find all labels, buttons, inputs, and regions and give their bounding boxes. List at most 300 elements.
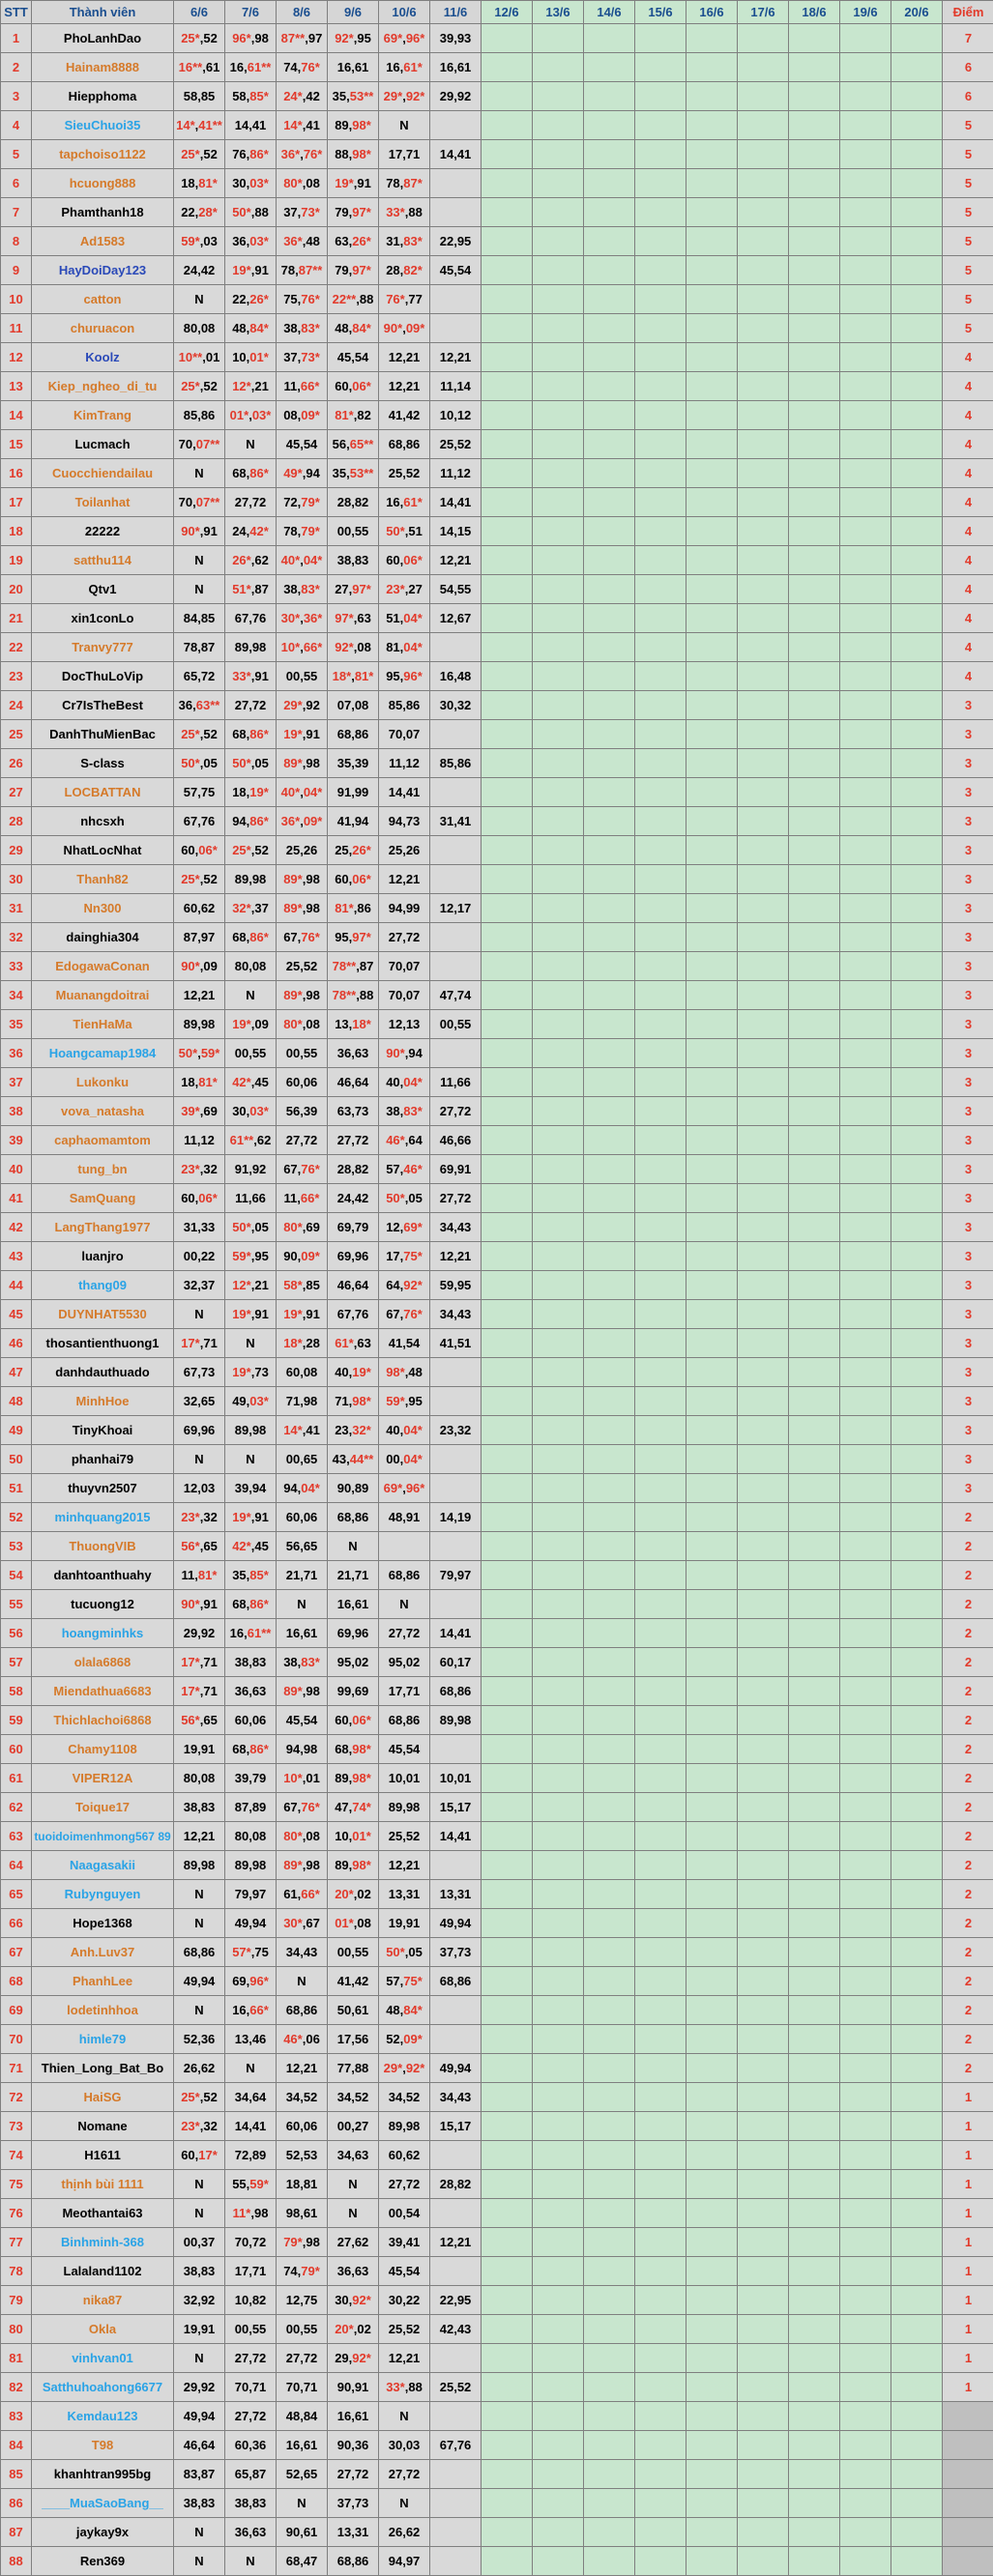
empty-day-cell	[840, 1996, 891, 2025]
empty-day-cell	[635, 2402, 686, 2431]
empty-day-cell	[738, 1648, 789, 1677]
empty-day-cell	[840, 1416, 891, 1445]
empty-day-cell	[533, 1967, 584, 1996]
highlighted-number: 36*	[283, 234, 303, 248]
highlighted-number: 23*	[386, 582, 405, 596]
day-cell: 17,75*	[379, 1242, 430, 1271]
points-cell: 1	[943, 2170, 993, 2199]
empty-day-cell	[840, 401, 891, 430]
day-cell: 12,21	[379, 372, 430, 401]
empty-day-cell	[891, 952, 943, 981]
empty-day-cell	[840, 2489, 891, 2518]
highlighted-number: 04*	[403, 640, 423, 654]
empty-day-cell	[840, 2547, 891, 2576]
empty-day-cell	[584, 2344, 635, 2373]
empty-day-cell	[482, 1532, 533, 1561]
points-cell: 2	[943, 1764, 993, 1793]
empty-day-cell	[533, 807, 584, 836]
day-cell: 49,03*	[225, 1387, 277, 1416]
member-name: Cr7IsTheBest	[32, 691, 174, 720]
empty-day-cell	[635, 1503, 686, 1532]
empty-day-cell	[789, 2257, 840, 2286]
day-cell: 70,07**	[174, 430, 225, 459]
empty-day-cell	[840, 1648, 891, 1677]
day-cell: 69,96	[174, 1416, 225, 1445]
day-cell: 14,41	[430, 488, 482, 517]
table-row	[1, 1822, 993, 1851]
points-cell: 3	[943, 1126, 993, 1155]
table-row	[1, 1271, 993, 1300]
day-cell: N	[174, 2199, 225, 2228]
empty-day-cell	[738, 952, 789, 981]
empty-day-cell	[533, 894, 584, 923]
empty-day-cell	[686, 169, 738, 198]
row-number: 10	[1, 285, 32, 314]
table-row	[1, 1445, 993, 1474]
row-number: 37	[1, 1068, 32, 1097]
day-cell: 00,55	[225, 2315, 277, 2344]
day-cell: N	[379, 111, 430, 140]
day-cell: 78,87*	[379, 169, 430, 198]
table-row	[1, 111, 993, 140]
member-name: Kemdau123	[32, 2402, 174, 2431]
empty-day-cell	[482, 691, 533, 720]
table-row	[1, 1155, 993, 1184]
empty-day-cell	[738, 1416, 789, 1445]
empty-day-cell	[738, 2083, 789, 2112]
day-cell: 68,86*	[225, 1735, 277, 1764]
day-cell: 48,84*	[328, 314, 379, 343]
day-cell: 60,17*	[174, 2141, 225, 2170]
empty-day-cell	[891, 517, 943, 546]
empty-day-cell	[840, 1590, 891, 1619]
empty-day-cell	[789, 2083, 840, 2112]
day-cell: 11,12	[379, 749, 430, 778]
points-cell	[943, 2518, 993, 2547]
empty-day-cell	[789, 2315, 840, 2344]
row-number: 15	[1, 430, 32, 459]
empty-day-cell	[738, 1474, 789, 1503]
empty-day-cell	[891, 401, 943, 430]
member-name: Nn300	[32, 894, 174, 923]
points-cell: 6	[943, 82, 993, 111]
points-cell: 2	[943, 1967, 993, 1996]
empty-day-cell	[635, 53, 686, 82]
day-cell: 81*,86	[328, 894, 379, 923]
empty-day-cell	[686, 1097, 738, 1126]
empty-day-cell	[686, 2344, 738, 2373]
empty-day-cell	[482, 2170, 533, 2199]
day-cell: 23*,32	[174, 1155, 225, 1184]
empty-day-cell	[738, 1300, 789, 1329]
empty-day-cell	[533, 1242, 584, 1271]
highlighted-number: 87**	[280, 31, 306, 45]
day-cell: 17,56	[328, 2025, 379, 2054]
empty-day-cell	[840, 1329, 891, 1358]
day-cell: 11,12	[430, 459, 482, 488]
highlighted-number: 25*	[232, 843, 251, 857]
empty-day-cell	[738, 1938, 789, 1967]
row-number: 48	[1, 1387, 32, 1416]
empty-day-cell	[584, 488, 635, 517]
day-cell: 97*,63	[328, 604, 379, 633]
empty-day-cell	[891, 2083, 943, 2112]
empty-day-cell	[738, 2547, 789, 2576]
highlighted-number: 33*	[386, 205, 405, 219]
day-cell: 85,86	[430, 749, 482, 778]
highlighted-number: 81*	[335, 901, 354, 915]
empty-day-cell	[533, 2228, 584, 2257]
day-cell: 56*,65	[174, 1706, 225, 1735]
highlighted-number: 89*	[283, 756, 303, 770]
row-number: 70	[1, 2025, 32, 2054]
row-number: 57	[1, 1648, 32, 1677]
day-cell: 41,42	[328, 1967, 379, 1996]
empty-day-cell	[482, 2315, 533, 2344]
highlighted-number: 06*	[198, 843, 218, 857]
day-cell: 25,52	[379, 1822, 430, 1851]
day-cell: 90*,91	[174, 1590, 225, 1619]
day-cell	[430, 2344, 482, 2373]
empty-day-cell	[584, 343, 635, 372]
highlighted-number: 07**	[195, 437, 220, 451]
points-cell: 3	[943, 1416, 993, 1445]
empty-day-cell	[635, 1445, 686, 1474]
empty-day-cell	[635, 169, 686, 198]
empty-day-cell	[738, 1039, 789, 1068]
table-row	[1, 24, 993, 53]
table-row	[1, 2170, 993, 2199]
empty-day-cell	[840, 1184, 891, 1213]
empty-day-cell	[686, 1648, 738, 1677]
empty-day-cell	[891, 1126, 943, 1155]
empty-day-cell	[635, 1242, 686, 1271]
highlighted-number: 96*	[249, 1974, 269, 1988]
empty-day-cell	[891, 1561, 943, 1590]
empty-day-cell	[891, 53, 943, 82]
day-cell	[430, 2199, 482, 2228]
empty-day-cell	[686, 2431, 738, 2460]
member-name: satthu114	[32, 546, 174, 575]
empty-day-cell	[533, 2083, 584, 2112]
header-day: 17/6	[738, 1, 789, 24]
row-number: 82	[1, 2373, 32, 2402]
table-row	[1, 2286, 993, 2315]
empty-day-cell	[635, 1416, 686, 1445]
day-cell: 89,98	[379, 1793, 430, 1822]
empty-day-cell	[635, 2547, 686, 2576]
day-cell: 14,41	[225, 111, 277, 140]
day-cell: 15,17	[430, 2112, 482, 2141]
empty-day-cell	[891, 2518, 943, 2547]
empty-day-cell	[891, 2228, 943, 2257]
empty-day-cell	[686, 1474, 738, 1503]
empty-day-cell	[738, 401, 789, 430]
day-cell: 16,61**	[225, 53, 277, 82]
points-cell: 1	[943, 2199, 993, 2228]
day-cell: 52,09*	[379, 2025, 430, 2054]
day-cell: 68,86	[379, 430, 430, 459]
empty-day-cell	[891, 1590, 943, 1619]
empty-day-cell	[789, 285, 840, 314]
day-cell: 69,91	[430, 1155, 482, 1184]
day-cell: 65,72	[174, 662, 225, 691]
highlighted-number: 04*	[403, 1075, 423, 1089]
highlighted-number: 06*	[198, 1191, 218, 1205]
highlighted-number: 97*	[352, 205, 371, 219]
day-cell: 45,54	[277, 430, 328, 459]
table-row	[1, 1996, 993, 2025]
row-number: 60	[1, 1735, 32, 1764]
empty-day-cell	[789, 604, 840, 633]
day-cell: N	[225, 2054, 277, 2083]
empty-day-cell	[738, 2402, 789, 2431]
highlighted-number: 81*	[335, 408, 354, 422]
empty-day-cell	[635, 1996, 686, 2025]
empty-day-cell	[891, 1474, 943, 1503]
empty-day-cell	[635, 111, 686, 140]
points-cell: 3	[943, 894, 993, 923]
highlighted-number: 90*	[386, 1046, 405, 1060]
table-row	[1, 1213, 993, 1242]
empty-day-cell	[533, 1996, 584, 2025]
table-row	[1, 1329, 993, 1358]
day-cell: 30*,67	[277, 1909, 328, 1938]
empty-day-cell	[533, 1358, 584, 1387]
row-number: 52	[1, 1503, 32, 1532]
empty-day-cell	[840, 836, 891, 865]
empty-day-cell	[891, 2257, 943, 2286]
empty-day-cell	[533, 1851, 584, 1880]
highlighted-number: 86*	[249, 814, 269, 828]
member-name: jaykay9x	[32, 2518, 174, 2547]
empty-day-cell	[840, 546, 891, 575]
member-name: Lukonku	[32, 1068, 174, 1097]
empty-day-cell	[533, 865, 584, 894]
empty-day-cell	[840, 2518, 891, 2547]
table-row	[1, 2025, 993, 2054]
day-cell: 36,03*	[225, 227, 277, 256]
highlighted-number: 42*	[232, 1539, 251, 1553]
points-cell: 1	[943, 2286, 993, 2315]
empty-day-cell	[482, 1735, 533, 1764]
empty-day-cell	[738, 2054, 789, 2083]
day-cell: N	[277, 1967, 328, 1996]
day-cell: 70,07	[379, 981, 430, 1010]
empty-day-cell	[584, 2141, 635, 2170]
empty-day-cell	[686, 82, 738, 111]
empty-day-cell	[482, 1445, 533, 1474]
empty-day-cell	[482, 1503, 533, 1532]
empty-day-cell	[840, 1503, 891, 1532]
empty-day-cell	[891, 1097, 943, 1126]
empty-day-cell	[840, 633, 891, 662]
empty-day-cell	[482, 2518, 533, 2547]
highlighted-number: 12*	[232, 1278, 251, 1292]
highlighted-number: 75*	[403, 1974, 423, 1988]
points-cell: 5	[943, 198, 993, 227]
empty-day-cell	[635, 1909, 686, 1938]
highlighted-number: 96*	[232, 31, 251, 45]
day-cell: 36,63	[225, 1677, 277, 1706]
member-name: Satthuhoahong6677	[32, 2373, 174, 2402]
day-cell: 80,08	[225, 1822, 277, 1851]
empty-day-cell	[533, 2315, 584, 2344]
day-cell: 90,36	[328, 2431, 379, 2460]
row-number: 45	[1, 1300, 32, 1329]
table-row	[1, 1619, 993, 1648]
empty-day-cell	[891, 1996, 943, 2025]
empty-day-cell	[584, 1648, 635, 1677]
empty-day-cell	[891, 24, 943, 53]
day-cell: 81,04*	[379, 633, 430, 662]
empty-day-cell	[891, 459, 943, 488]
empty-day-cell	[635, 2141, 686, 2170]
empty-day-cell	[533, 1503, 584, 1532]
member-name: Hope1368	[32, 1909, 174, 1938]
table-row	[1, 2199, 993, 2228]
empty-day-cell	[584, 778, 635, 807]
points-cell: 3	[943, 1329, 993, 1358]
day-cell: 25*,52	[174, 720, 225, 749]
empty-day-cell	[533, 981, 584, 1010]
points-cell: 4	[943, 401, 993, 430]
empty-day-cell	[686, 2286, 738, 2315]
day-cell: 90*,94	[379, 1039, 430, 1068]
highlighted-number: 92*	[352, 2351, 371, 2365]
header-day: 12/6	[482, 1, 533, 24]
empty-day-cell	[584, 1300, 635, 1329]
empty-day-cell	[686, 604, 738, 633]
empty-day-cell	[686, 952, 738, 981]
empty-day-cell	[789, 720, 840, 749]
highlighted-number: 42*	[249, 524, 269, 538]
day-cell: 18*,28	[277, 1329, 328, 1358]
empty-day-cell	[584, 2460, 635, 2489]
highlighted-number: 59*	[200, 1046, 220, 1060]
empty-day-cell	[686, 256, 738, 285]
day-cell: 13,31	[328, 2518, 379, 2547]
day-cell: 68,86	[379, 1706, 430, 1735]
day-cell: 56,65**	[328, 430, 379, 459]
empty-day-cell	[789, 314, 840, 343]
points-cell: 3	[943, 691, 993, 720]
empty-day-cell	[482, 1039, 533, 1068]
day-cell: 12,21	[379, 2344, 430, 2373]
empty-day-cell	[686, 2373, 738, 2402]
empty-day-cell	[686, 285, 738, 314]
empty-day-cell	[533, 24, 584, 53]
empty-day-cell	[584, 2286, 635, 2315]
empty-day-cell	[789, 1416, 840, 1445]
empty-day-cell	[482, 2373, 533, 2402]
empty-day-cell	[789, 2489, 840, 2518]
empty-day-cell	[482, 662, 533, 691]
day-cell: 00,54	[379, 2199, 430, 2228]
empty-day-cell	[635, 1213, 686, 1242]
day-cell: 16**,61	[174, 53, 225, 82]
day-cell: 47,74	[430, 981, 482, 1010]
member-name: Cuocchiendailau	[32, 459, 174, 488]
row-number: 79	[1, 2286, 32, 2315]
day-cell: 94,73	[379, 807, 430, 836]
day-cell: 87,97	[174, 923, 225, 952]
empty-day-cell	[686, 372, 738, 401]
empty-day-cell	[635, 401, 686, 430]
highlighted-number: 61*	[403, 60, 423, 74]
member-name: 22222	[32, 517, 174, 546]
day-cell: 26,62	[174, 2054, 225, 2083]
day-cell	[430, 952, 482, 981]
day-cell: 48,91	[379, 1503, 430, 1532]
day-cell: 70,71	[277, 2373, 328, 2402]
points-cell: 2	[943, 1851, 993, 1880]
day-cell: 23*,32	[174, 2112, 225, 2141]
table-row	[1, 1039, 993, 1068]
empty-day-cell	[635, 2460, 686, 2489]
row-number: 43	[1, 1242, 32, 1271]
empty-day-cell	[891, 546, 943, 575]
highlighted-number: 76*	[386, 292, 405, 306]
highlighted-number: 89*	[283, 1684, 303, 1698]
empty-day-cell	[738, 198, 789, 227]
empty-day-cell	[789, 1677, 840, 1706]
empty-day-cell	[686, 1677, 738, 1706]
highlighted-number: 06*	[352, 1713, 371, 1727]
day-cell: 67,76	[174, 807, 225, 836]
empty-day-cell	[584, 285, 635, 314]
empty-day-cell	[635, 1068, 686, 1097]
empty-day-cell	[891, 1416, 943, 1445]
highlighted-number: 29*	[283, 698, 303, 712]
row-number: 47	[1, 1358, 32, 1387]
empty-day-cell	[738, 2286, 789, 2315]
empty-day-cell	[584, 604, 635, 633]
member-name: Rubynguyen	[32, 1880, 174, 1909]
day-cell: 38,83	[174, 2489, 225, 2518]
empty-day-cell	[738, 1880, 789, 1909]
day-cell: 81*,82	[328, 401, 379, 430]
highlighted-number: 50*	[386, 1945, 405, 1959]
day-cell: 12,03	[174, 1474, 225, 1503]
member-name: LOCBATTAN	[32, 778, 174, 807]
empty-day-cell	[789, 1967, 840, 1996]
empty-day-cell	[738, 691, 789, 720]
table-row	[1, 1387, 993, 1416]
header-points: Điểm	[943, 1, 993, 24]
empty-day-cell	[891, 1938, 943, 1967]
empty-day-cell	[482, 488, 533, 517]
empty-day-cell	[584, 2431, 635, 2460]
empty-day-cell	[584, 894, 635, 923]
empty-day-cell	[584, 1532, 635, 1561]
highlighted-number: 69*	[383, 31, 403, 45]
row-number: 81	[1, 2344, 32, 2373]
day-cell: 90*,91	[174, 517, 225, 546]
highlighted-number: 09*	[301, 1249, 320, 1263]
empty-day-cell	[686, 2257, 738, 2286]
empty-day-cell	[738, 807, 789, 836]
highlighted-number: 66*	[249, 2003, 269, 2017]
highlighted-number: 83*	[301, 321, 320, 335]
day-cell: N	[328, 2199, 379, 2228]
day-cell: 17*,71	[174, 1648, 225, 1677]
day-cell: 39*,69	[174, 1097, 225, 1126]
empty-day-cell	[891, 2141, 943, 2170]
empty-day-cell	[891, 1155, 943, 1184]
member-name: S-class	[32, 749, 174, 778]
day-cell: 57,46*	[379, 1155, 430, 1184]
